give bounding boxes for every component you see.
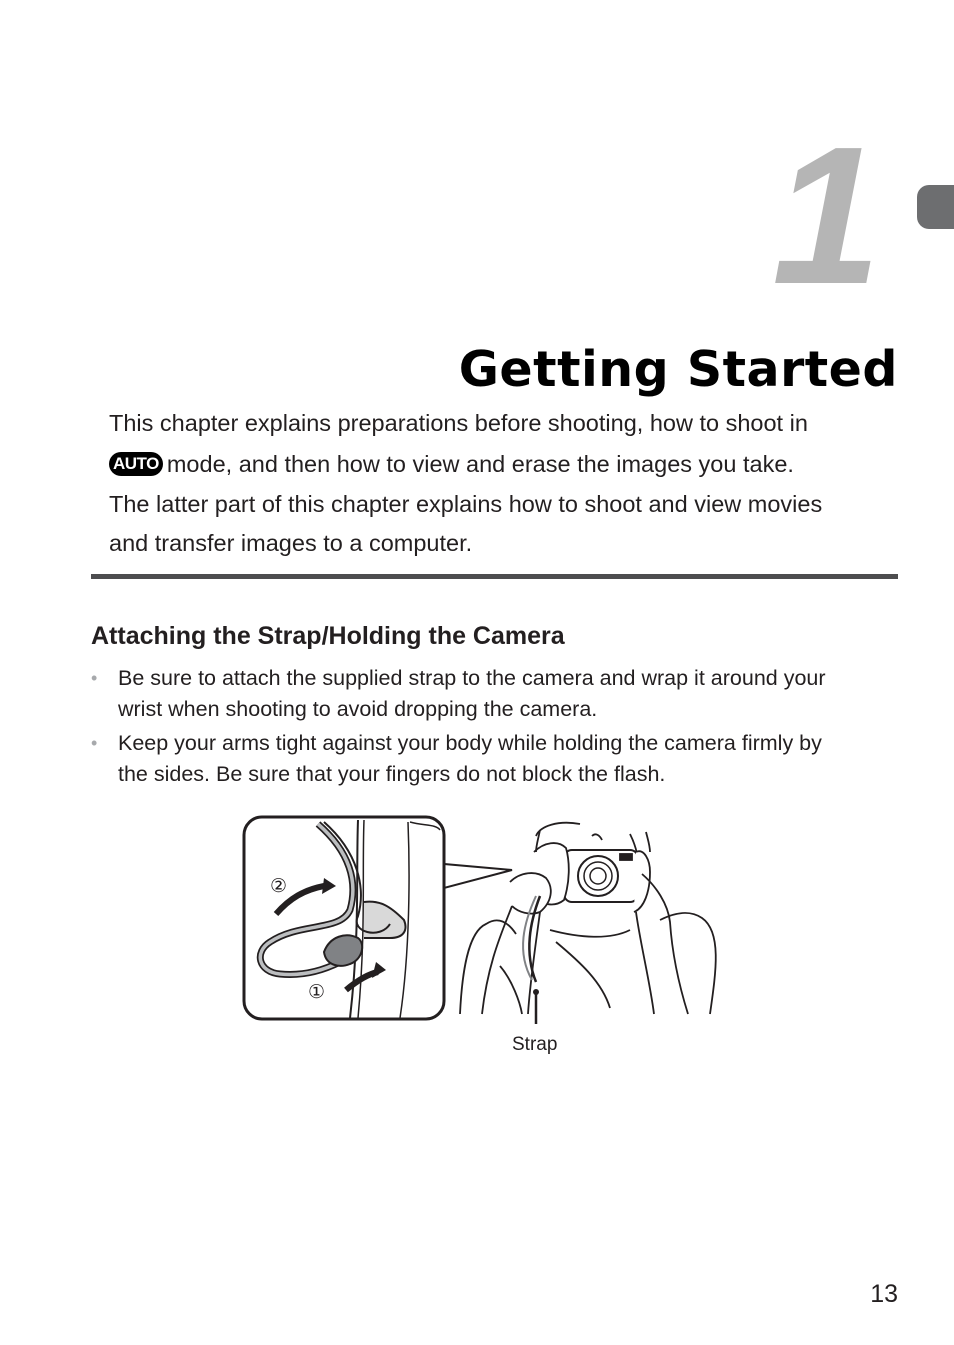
chapter-title: Getting Started [458,341,898,398]
section-heading: Attaching the Strap/Holding the Camera [91,622,565,650]
intro-line-3: The latter part of this chapter explains how to shoot and view movies [109,491,823,517]
list-item [91,663,911,724]
list-item [91,728,911,789]
auto-mode-icon: AUTO [109,452,163,476]
bullet-1-line-2: wrist when shooting to avoid dropping the camera. [118,696,598,721]
bullet-list [91,663,911,793]
step-2-marker: ② [270,875,288,897]
strap-attach-inset [244,817,444,1019]
chapter-intro [109,404,909,563]
strap-label: Strap [512,1034,558,1055]
intro-line-2 [109,443,909,485]
intro-line-2-text: mode, and then how to view and erase the images you take. [166,451,794,477]
callout-pointer [444,864,512,888]
chapter-number: 1 [772,106,878,325]
person-holding-camera [460,823,716,1014]
step-1-marker: ① [308,981,326,1003]
intro-line-4: and transfer images to a computer. [109,530,473,556]
intro-line-1: This chapter explains preparations before shooting, how to shoot in [109,410,808,436]
bullet-2-line-1: Keep your arms tight against your body while holding the camera firmly by [118,731,822,755]
chapter-side-tab [917,185,954,229]
bullet-1-line-1: Be sure to attach the supplied strap to the camera and wrap it around your [118,666,826,690]
bullet-2-line-2: the sides. Be sure that your fingers do not block the flash. [118,761,666,786]
strap-illustration [240,812,730,1024]
page-number: 13 [870,1280,898,1308]
bullet-marker: • [91,668,98,688]
bullet-marker: • [91,733,98,753]
section-divider [91,574,898,579]
